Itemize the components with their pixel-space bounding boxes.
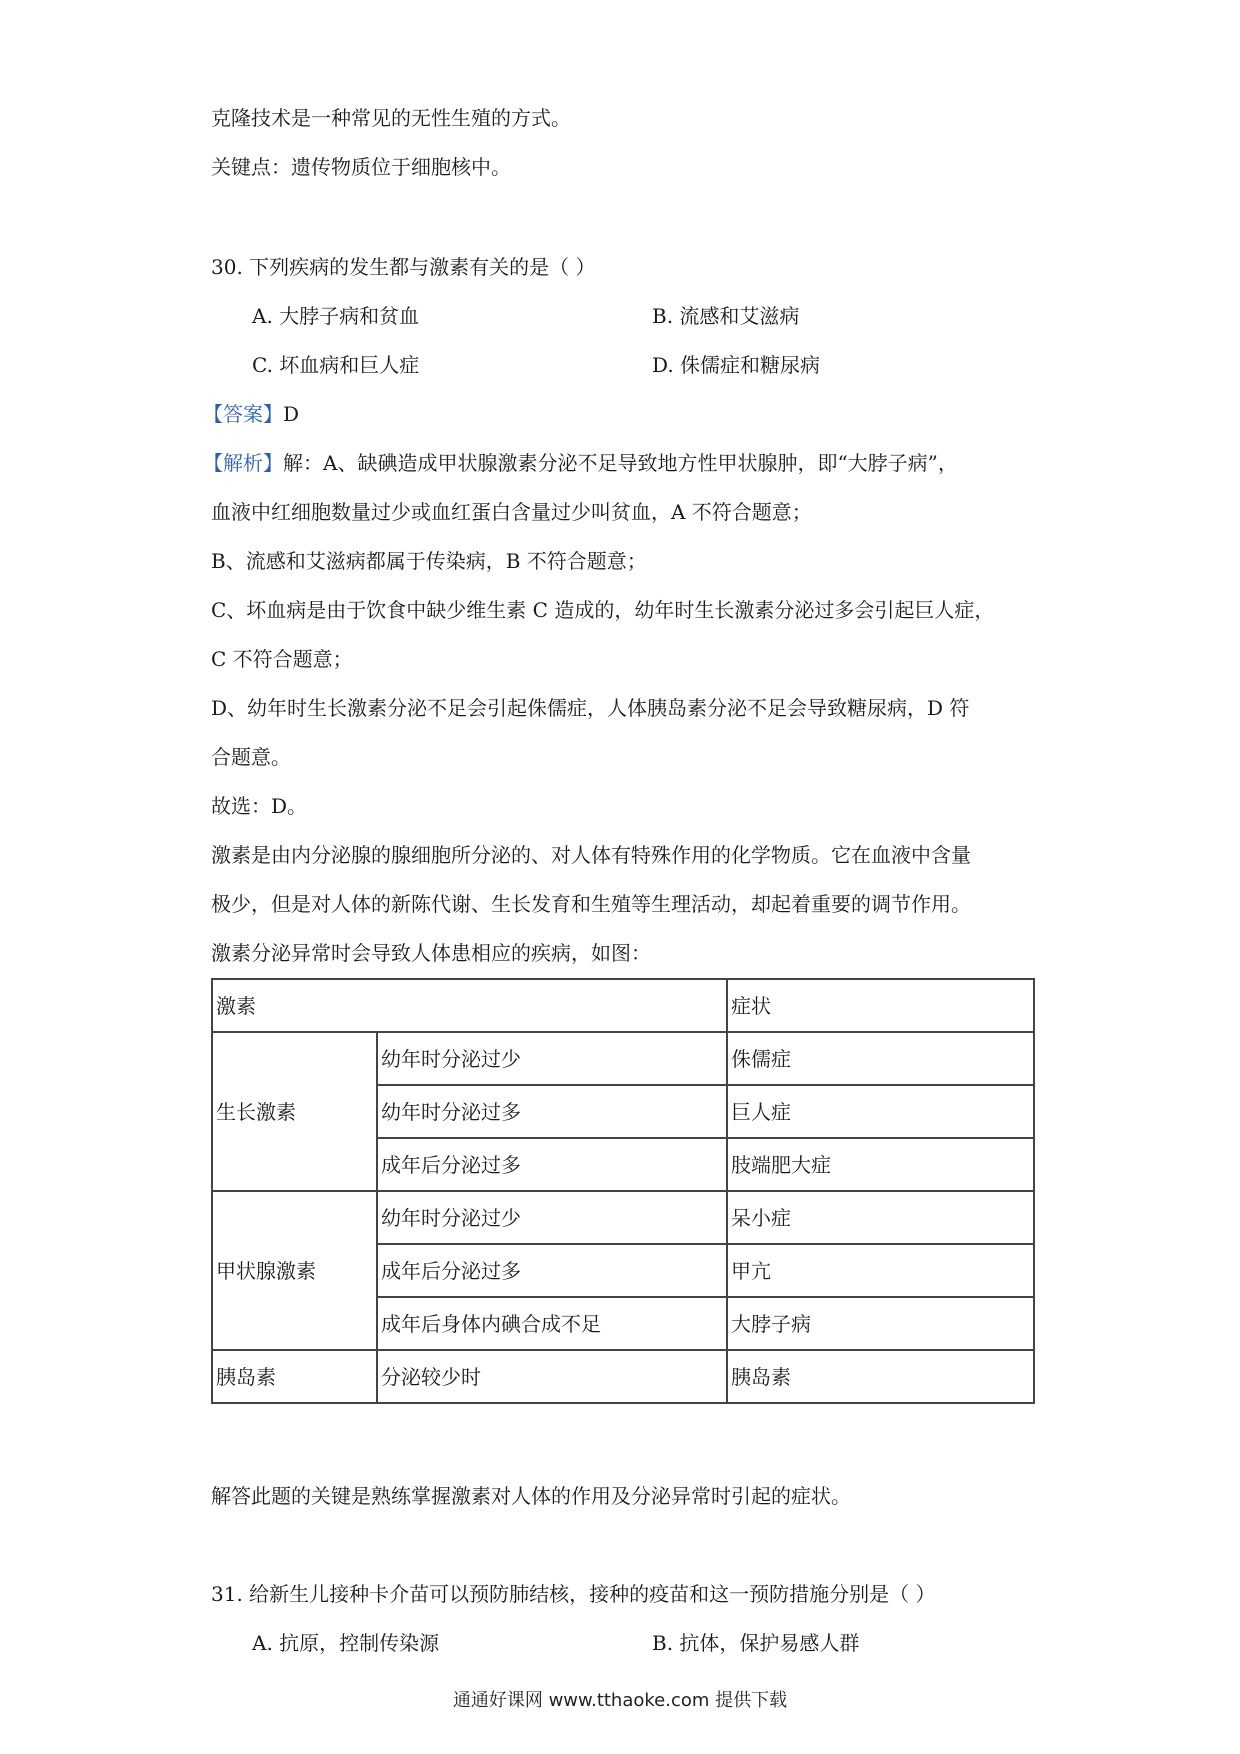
table-row	[212, 1350, 1034, 1403]
conclusion-line: 解答此题的关键是熟练掌握激素对人体的作用及分泌异常时引起的症状。	[211, 1484, 851, 1508]
page-footer: 通通好课网 www.tthaoke.com 提供下载	[452, 1690, 788, 1711]
hormone-name: 生长激素	[212, 1032, 377, 1191]
analysis-line-2: 血液中红细胞数量过少或血红蛋白含量过少叫贫血，A 不符合题意；	[211, 500, 812, 524]
q30-option-c: C. 坏血病和巨人症	[252, 353, 420, 377]
condition-cell: 成年后身体内碘合成不足	[377, 1297, 727, 1350]
answer-line	[203, 400, 299, 428]
hormone-name: 胰岛素	[212, 1350, 377, 1403]
symptom-cell: 肢端肥大症	[727, 1138, 1034, 1191]
q30-option-b: B. 流感和艾滋病	[652, 304, 800, 328]
analysis-line-8: 故选：D。	[211, 794, 308, 818]
answer-tag: 【答案】	[203, 402, 283, 426]
analysis-line-1	[203, 449, 958, 477]
analysis-line-6: D、幼年时生长激素分泌不足会引起侏儒症，人体胰岛素分泌不足会导致糖尿病，D 符	[211, 696, 970, 720]
symptom-cell: 大脖子病	[727, 1297, 1034, 1350]
analysis-line-7: 合题意。	[211, 745, 291, 769]
condition-cell: 成年后分泌过多	[377, 1138, 727, 1191]
q30-option-a: A. 大脖子病和贫血	[252, 304, 420, 328]
q30-option-d: D. 侏儒症和糖尿病	[652, 353, 821, 377]
hormone-table	[211, 978, 1035, 1404]
symptom-cell: 胰岛素	[727, 1350, 1034, 1403]
condition-cell: 幼年时分泌过少	[377, 1191, 727, 1244]
question-31: 31. 给新生儿接种卡介苗可以预防肺结核，接种的疫苗和这一预防措施分别是（ ）	[211, 1582, 936, 1606]
table-row	[212, 1032, 1034, 1085]
table-row	[212, 1191, 1034, 1244]
q31-option-a: A. 抗原，控制传染源	[252, 1631, 440, 1655]
answer-value: D	[283, 402, 300, 426]
symptom-cell: 侏儒症	[727, 1032, 1034, 1085]
table-header-row	[212, 979, 1034, 1032]
header-symptom: 症状	[727, 979, 1034, 1032]
condition-cell: 分泌较少时	[377, 1350, 727, 1403]
analysis-text: 解：A、缺碘造成甲状腺激素分泌不足导致地方性甲状腺肿，即“大脖子病”，	[283, 451, 958, 475]
condition-cell: 幼年时分泌过多	[377, 1085, 727, 1138]
q31-option-b: B. 抗体，保护易感人群	[652, 1631, 860, 1655]
analysis-line-3: B、流感和艾滋病都属于传染病，B 不符合题意；	[211, 549, 647, 573]
symptom-cell: 巨人症	[727, 1085, 1034, 1138]
analysis-line-10: 极少，但是对人体的新陈代谢、生长发育和生殖等生理活动，却起着重要的调节作用。	[211, 892, 971, 916]
analysis-line-9: 激素是由内分泌腺的腺细胞所分泌的、对人体有特殊作用的化学物质。它在血液中含量	[211, 843, 971, 867]
analysis-tag: 【解析】	[203, 451, 283, 475]
intro-line-1: 克隆技术是一种常见的无性生殖的方式。	[211, 106, 571, 130]
analysis-line-11: 激素分泌异常时会导致人体患相应的疾病，如图：	[211, 941, 651, 965]
symptom-cell: 甲亢	[727, 1244, 1034, 1297]
intro-line-2: 关键点：遗传物质位于细胞核中。	[211, 155, 511, 179]
hormone-name: 甲状腺激素	[212, 1191, 377, 1350]
header-hormone: 激素	[212, 979, 727, 1032]
analysis-line-4: C、坏血病是由于饮食中缺少维生素 C 造成的，幼年时生长激素分泌过多会引起巨人症，	[211, 598, 995, 622]
condition-cell: 幼年时分泌过少	[377, 1032, 727, 1085]
question-30: 30. 下列疾病的发生都与激素有关的是（ ）	[211, 255, 596, 279]
symptom-cell: 呆小症	[727, 1191, 1034, 1244]
analysis-line-5: C 不符合题意；	[211, 647, 353, 671]
condition-cell: 成年后分泌过多	[377, 1244, 727, 1297]
